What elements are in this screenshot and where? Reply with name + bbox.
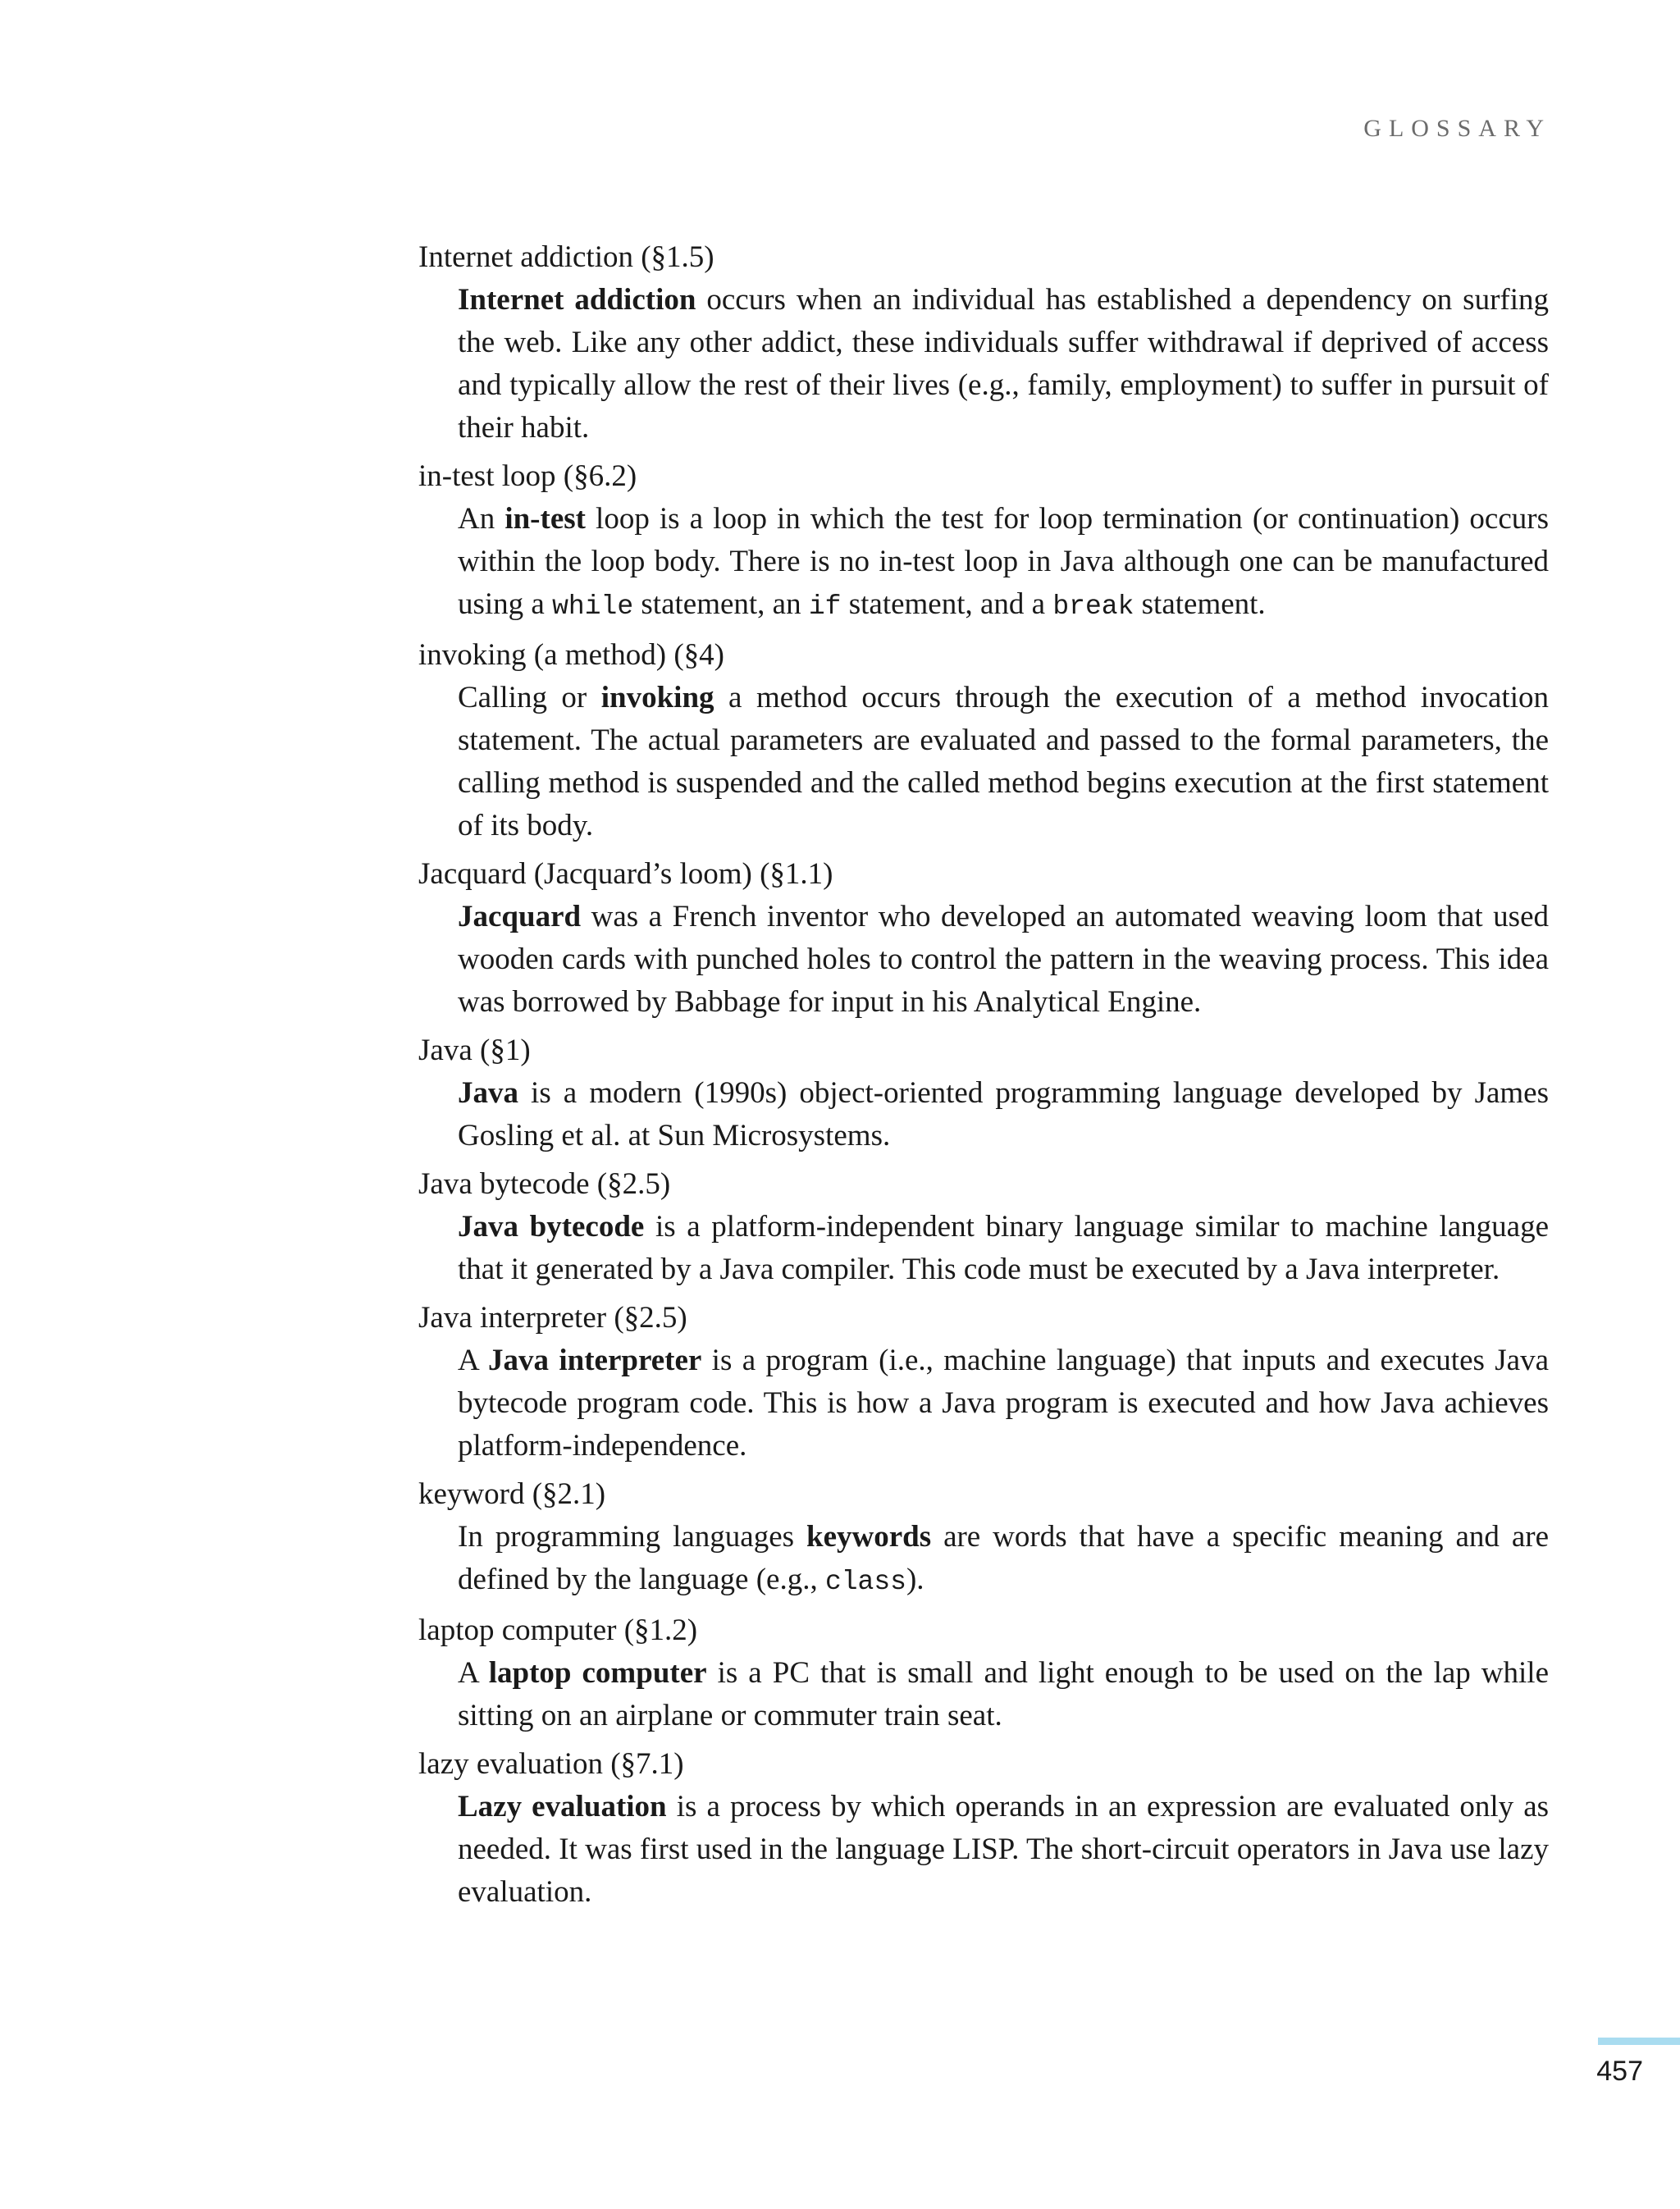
definition-text: In programming languages (458, 1520, 806, 1554)
definition-text: statement, and a (841, 587, 1053, 621)
glossary-term: in-test loop (§6.2) (418, 459, 637, 493)
glossary-term: Java interpreter (§2.5) (418, 1301, 687, 1335)
glossary-entry (418, 1297, 1549, 1467)
glossary-term: lazy evaluation (§7.1) (418, 1747, 684, 1781)
glossary-term: laptop computer (§1.2) (418, 1613, 698, 1647)
glossary-entry (418, 1743, 1549, 1914)
glossary-term: Internet addiction (§1.5) (418, 240, 714, 274)
defined-term: keywords (806, 1520, 932, 1554)
defined-term: Java interpreter (488, 1344, 702, 1377)
glossary-term: Java bytecode (§2.5) (418, 1167, 671, 1201)
glossary-definition (458, 1786, 1549, 1914)
definition-text: loop is a loop in which the test for loop termination (or continuation) occurs within the loop body. There is no in-test loop in Java although one can be manufactured using a (458, 502, 1549, 621)
code-keyword: while (552, 591, 634, 622)
glossary-term: invoking (a method) (§4) (418, 638, 724, 672)
definition-text: ). (906, 1563, 924, 1596)
definition-text: is a PC that is small and light enough to be used on the lap while sitting on an airplane or commuter train seat. (458, 1656, 1550, 1732)
glossary-entry (418, 853, 1549, 1024)
defined-term: Lazy evaluation (458, 1790, 667, 1823)
glossary-term: Jacquard (Jacquard’s loom) (§1.1) (418, 857, 833, 891)
glossary-entry (418, 455, 1549, 628)
code-keyword: class (824, 1567, 906, 1597)
definition-text: is a process by which operands in an expression are evaluated only as needed. It was first used in the language LISP. The short-circuit operators in Java use lazy evaluation. (458, 1790, 1550, 1909)
definition-text: was a French inventor who developed an automated weaving loom that used wooden cards with punched holes to control the pattern in the weaving process. This idea was borrowed by Babbage for input in his Analytical Engine. (458, 900, 1549, 1019)
glossary-entry (418, 236, 1549, 450)
running-head: GLOSSARY (1363, 115, 1551, 142)
glossary-term: Java (§1) (418, 1034, 531, 1067)
definition-text: An (458, 502, 505, 536)
page-accent-bar (1598, 2038, 1680, 2045)
glossary-definition (458, 279, 1549, 450)
glossary-list (418, 236, 1549, 1919)
glossary-definition (458, 677, 1549, 847)
definition-text: are words that have a specific meaning and are defined by the language (e.g., (458, 1520, 1549, 1596)
glossary-entry (418, 1473, 1549, 1604)
definition-text: a method occurs through the execution of a method invocation statement. The actual parameters are evaluated and passed to the formal parameters, the calling method is suspended and the called method begins execution at the first statement of its body. (458, 681, 1549, 842)
glossary-definition (458, 896, 1549, 1024)
glossary-definition (458, 498, 1549, 628)
defined-term: laptop computer (488, 1656, 707, 1690)
page-number: 457 (1596, 2056, 1643, 2087)
glossary-entry (418, 1163, 1549, 1291)
glossary-entry (418, 1029, 1549, 1157)
defined-term: Java (458, 1076, 518, 1110)
definition-text: Calling or (458, 681, 601, 714)
glossary-entry (418, 634, 1549, 847)
code-keyword: break (1052, 591, 1134, 622)
glossary-entry (418, 1609, 1549, 1737)
definition-text: statement. (1134, 587, 1266, 621)
defined-term: Internet addiction (458, 283, 696, 317)
definition-text: statement, an (633, 587, 809, 621)
glossary-definition (458, 1516, 1549, 1604)
definition-text: A (458, 1656, 489, 1690)
defined-term: in-test (504, 502, 586, 536)
definition-text: occurs when an individual has established a dependency on surfing the web. Like any other addict, these individuals suffer withdrawal if deprived of access and typically allow the rest of their lives (e.g., family, employment) to suffer in pursuit of their habit. (458, 283, 1550, 445)
glossary-term: keyword (§2.1) (418, 1477, 606, 1511)
definition-text: is a platform-independent binary language similar to machine language that it generated by a Java compiler. This code must be executed by a Java interpreter. (458, 1210, 1549, 1286)
defined-term: Java bytecode (458, 1210, 645, 1244)
defined-term: Jacquard (458, 900, 582, 933)
definition-text: is a program (i.e., machine language) that inputs and executes Java bytecode program code. This is how a Java program is executed and how Java achieves platform-independence. (458, 1344, 1549, 1463)
definition-text: A (458, 1344, 489, 1377)
code-keyword: if (808, 591, 842, 622)
glossary-definition (458, 1206, 1549, 1291)
definition-text: is a modern (1990s) object-oriented programming language developed by James Gosling et al. at Sun Microsystems. (458, 1076, 1549, 1152)
glossary-definition (458, 1652, 1549, 1737)
glossary-definition (458, 1340, 1549, 1467)
defined-term: invoking (600, 681, 714, 714)
glossary-definition (458, 1072, 1549, 1157)
